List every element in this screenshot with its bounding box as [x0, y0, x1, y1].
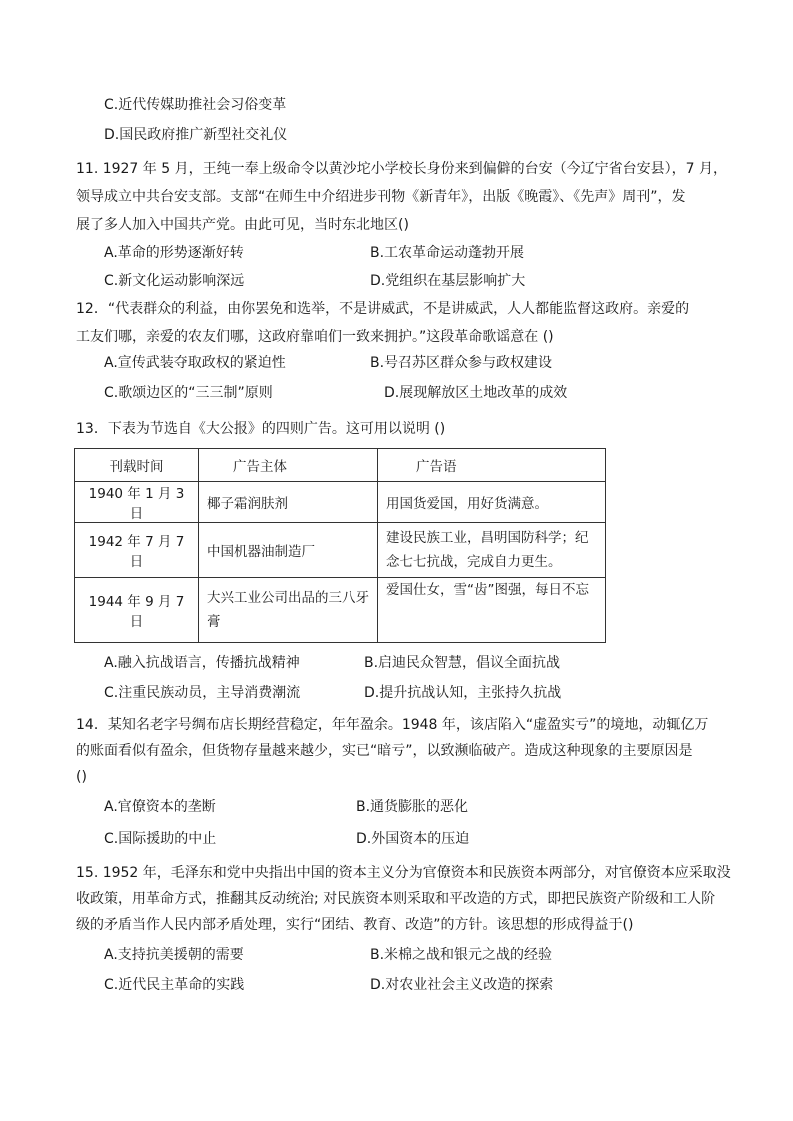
- table-cell-date: 1940 年 1 月 3 日: [75, 482, 199, 523]
- table-row: [75, 578, 606, 643]
- q12-stem-line-2: 工友们哪，亲爱的农友们哪，这政府靠咱们一致来拥护。”这段革命歌谣意在 (): [76, 329, 554, 345]
- q14-option-c: C.国际援助的中止: [104, 831, 217, 847]
- q11-option-c: C.新文化运动影响深远: [104, 273, 245, 289]
- table-header-date: 刊载时间: [75, 449, 199, 482]
- table-row: [75, 523, 606, 578]
- advertisement-table: [74, 448, 606, 643]
- q11-option-b: B.工农革命运动蓬勃开展: [370, 245, 525, 261]
- q11-option-a: A.革命的形势逐渐好转: [104, 245, 244, 261]
- table-header-row: [75, 449, 606, 482]
- q13-option-d: D.提升抗战认知，主张持久抗战: [364, 685, 562, 701]
- q13-option-b: B.启迪民众智慧，倡议全面抗战: [364, 655, 561, 671]
- q14-option-d: D.外国资本的压迫: [356, 831, 470, 847]
- q14-stem-line-1: 14．某知名老字号绸布店长期经营稳定，年年盈余。1948 年，该店陷入“虚盈实亏”的境地，动辄亿万: [76, 717, 709, 733]
- table-header-advertiser: 广告主体: [199, 449, 378, 482]
- q10-option-c: C.近代传媒助推社会习俗变革: [104, 97, 287, 113]
- q14-stem-line-3: (): [76, 769, 87, 785]
- q15-stem-line-2: 收政策，用革命方式，推翻其反动统治; 对民族资本则采取和平改造的方式，即把民族资产阶级和工人阶: [76, 891, 716, 907]
- q12-option-b: B.号召苏区群众参与政权建设: [370, 355, 553, 371]
- q15-stem-line-1: 15. 1952 年，毛泽东和党中央指出中国的资本主义分为官僚资本和民族资本两部分，对官僚资本应采取没: [76, 865, 731, 881]
- q11-stem-line-2: 领导成立中共台安支部。支部“在师生中介绍进步刊物《新青年》，出版《晚霞》、《先声》周刊”，发: [76, 189, 686, 205]
- table-cell-slogan: 用国货爱国，用好货满意。: [378, 482, 606, 523]
- table-cell-slogan: 建设民族工业，昌明国防科学；纪念七七抗战，完成自力更生。: [378, 523, 606, 578]
- q15-stem-line-3: 级的矛盾当作人民内部矛盾处理，实行“团结、教育、改造”的方针。该思想的形成得益于(): [76, 917, 634, 933]
- q11-stem-line-1: 11. 1927 年 5 月，王纯一奉上级命令以黄沙坨小学校长身份来到偏僻的台安（今辽宁省台安县），7 月，: [76, 161, 727, 177]
- table-cell-advertiser: 椰子霜润肤剂: [199, 482, 378, 523]
- q14-option-a: A.官僚资本的垄断: [104, 799, 216, 815]
- q13-option-c: C.注重民族动员，主导消费潮流: [104, 685, 301, 701]
- q13-option-a: A.融入抗战语言，传播抗战精神: [104, 655, 300, 671]
- q12-option-a: A.宣传武装夺取政权的紧迫性: [104, 355, 286, 371]
- table-cell-date: 1942 年 7 月 7 日: [75, 523, 199, 578]
- table-cell-advertiser: 中国机器油制造厂: [199, 523, 378, 578]
- q13-stem: 13．下表为节选自《大公报》的四则广告。这可用以说明 (): [76, 421, 446, 437]
- q10-option-d: D.国民政府推广新型社交礼仪: [104, 127, 288, 143]
- table-row: [75, 482, 606, 523]
- q15-option-d: D.对农业社会主义改造的探索: [370, 977, 554, 993]
- table-cell-date: 1944 年 9 月 7 日: [75, 578, 199, 643]
- q15-option-c: C.近代民主革命的实践: [104, 977, 245, 993]
- table-cell-advertiser: 大兴工业公司出品的三八牙膏: [199, 578, 378, 643]
- table-header-slogan: 广告语: [378, 449, 606, 482]
- q15-option-a: A.支持抗美援朝的需要: [104, 947, 244, 963]
- q11-option-d: D.党组织在基层影响扩大: [370, 273, 526, 289]
- q14-option-b: B.通货膨胀的恶化: [356, 799, 469, 815]
- q12-stem-line-1: 12．“代表群众的利益，由你罢免和选举，不是讲威武，不是讲威武，人人都能监督这政府。亲爱的: [76, 301, 690, 317]
- q14-stem-line-2: 的账面看似有盈余，但货物存量越来越少，实已“暗亏”，以致濒临破产。造成这种现象的主要原因是: [76, 743, 693, 759]
- q15-option-b: B.米棉之战和银元之战的经验: [370, 947, 553, 963]
- table-cell-slogan: 爱国仕女，雪“齿”图强，每日不忘: [378, 578, 606, 643]
- q12-option-c: C.歌颂边区的“三三制”原则: [104, 385, 273, 401]
- q12-option-d: D.展现解放区土地改革的成效: [384, 385, 568, 401]
- q11-stem-line-3: 展了多人加入中国共产党。由此可见，当时东北地区(): [76, 217, 409, 233]
